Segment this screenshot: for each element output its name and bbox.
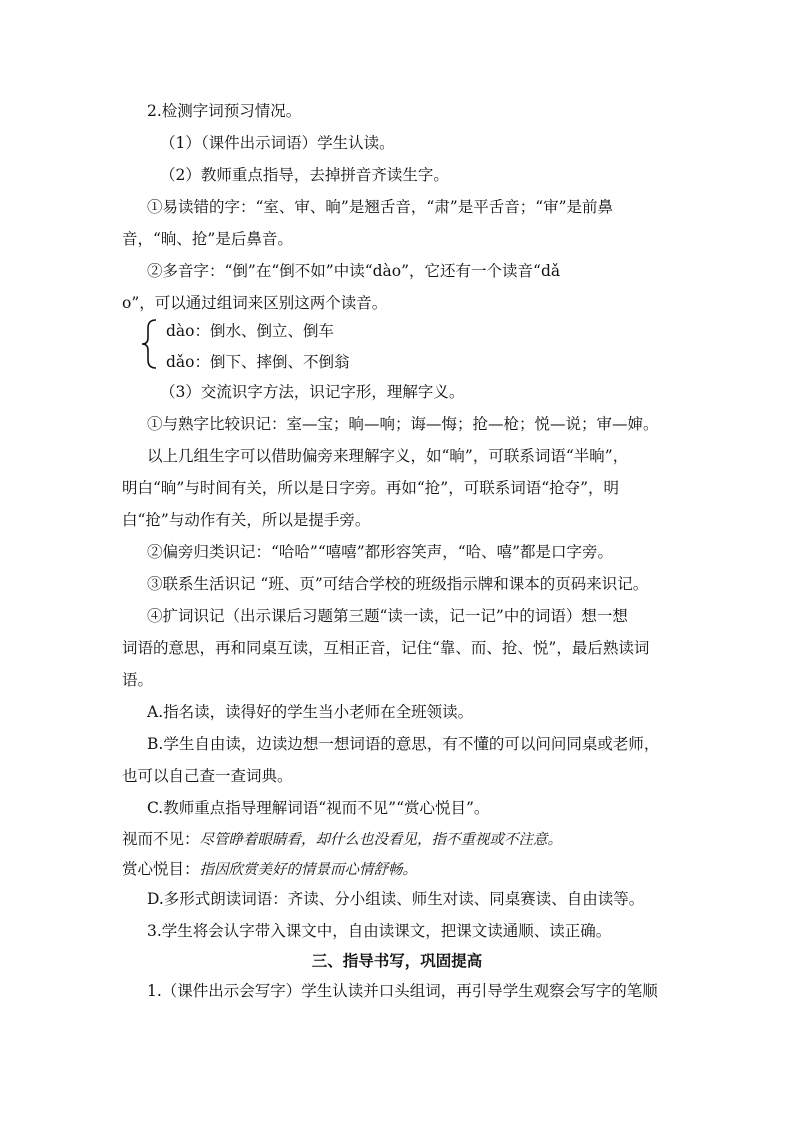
- paragraph-line: （1）（课件出示词语）学生认读。: [160, 134, 395, 152]
- paragraph-line: ①与熟字比较识记：室—宝；晌—响；诲—悔；抢—枪；悦—说；审—婶。: [147, 415, 659, 433]
- paragraph-line: 也可以自己查一查词典。: [122, 767, 293, 785]
- paragraph-line: A.指名读，读得好的学生当小老师在全班领读。: [147, 703, 474, 721]
- paragraph-line: o”，可以通过组词来区别这两个读音。: [122, 294, 388, 312]
- paragraph-line: （3）交流识字方法，识记字形，理解字义。: [160, 383, 465, 401]
- paragraph-line: B.学生自由读，边读边想一想词语的意思，有不懂的可以问问同桌或老师，: [147, 735, 660, 753]
- paragraph-line: ①易读错的字：“室、审、晌”是翘舌音，“肃”是平舌音；“审”是前鼻: [147, 198, 614, 216]
- definition-term: 赏心悦目：: [122, 860, 200, 878]
- definition-line: [122, 859, 417, 880]
- brace-icon: [140, 318, 158, 370]
- paragraph-line: D.多形式朗读词语：齐读、分小组读、师生对读、同桌赛读、自由读等。: [147, 890, 645, 908]
- paragraph-line: 白“抢”与动作有关，所以是提手旁。: [122, 511, 371, 529]
- paragraph-line: ②偏旁归类识记：“哈哈”“嘻嘻”都形容笑声，“哈、嘻”都是口字旁。: [147, 543, 614, 561]
- definition-term: 视而不见：: [122, 830, 200, 848]
- paragraph-line: 3.学生将会认字带入课文中，自由读课文，把课文读通顺、读正确。: [147, 922, 612, 940]
- paragraph-line: C.教师重点指导理解词语“视而不见”“赏心悦目”。: [147, 799, 490, 817]
- step-heading-check-preview: 2.检测字词预习情况。: [147, 102, 302, 120]
- definition-line: [122, 829, 562, 850]
- section-heading: 三、指导书写，巩固提高: [311, 951, 483, 970]
- definition-text: 尽管睁着眼睛看，却什么也没看见，指不重视或不注意。: [199, 832, 563, 848]
- paragraph-line: 1.（课件出示会写字）学生认读并口头组词，再引导学生观察会写字的笔顺: [147, 982, 658, 1000]
- paragraph-line: 明白“晌”与时间有关，所以是日字旁。再如“抢”，可联系词语“抢夺”，明: [122, 479, 620, 497]
- definition-text: 指因欣赏美好的情景而心情舒畅。: [199, 862, 418, 878]
- paragraph-line: ②多音字：“倒”在“倒不如”中读“dào”，它还有一个读音“dǎ: [147, 262, 561, 280]
- paragraph-line: （2）教师重点指导，去掉拼音齐读生字。: [160, 166, 449, 184]
- paragraph-line: ③联系生活识记 “班、页”可结合学校的班级指示牌和课本的页码来识记。: [147, 575, 649, 593]
- paragraph-line: 词语的意思，再和同桌互读，互相正音，记住“靠、而、抢、悦”，最后熟读词: [122, 639, 650, 657]
- brace-bracket: [140, 318, 158, 370]
- paragraph-line: 音，“晌、抢”是后鼻音。: [122, 230, 293, 248]
- pronunciation-group-dao3: dǎo：倒下、摔倒、不倒翁: [166, 353, 350, 371]
- paragraph-line: ④扩词识记（出示课后习题第三题“读一读，记一记”中的词语）想一想: [147, 607, 628, 625]
- paragraph-line: 语。: [122, 671, 154, 689]
- pronunciation-group-dao4: dào：倒水、倒立、倒车: [166, 322, 334, 340]
- paragraph-line: 以上几组生字可以借助偏旁来理解字义，如“晌”，可联系词语“半晌”，: [147, 447, 629, 465]
